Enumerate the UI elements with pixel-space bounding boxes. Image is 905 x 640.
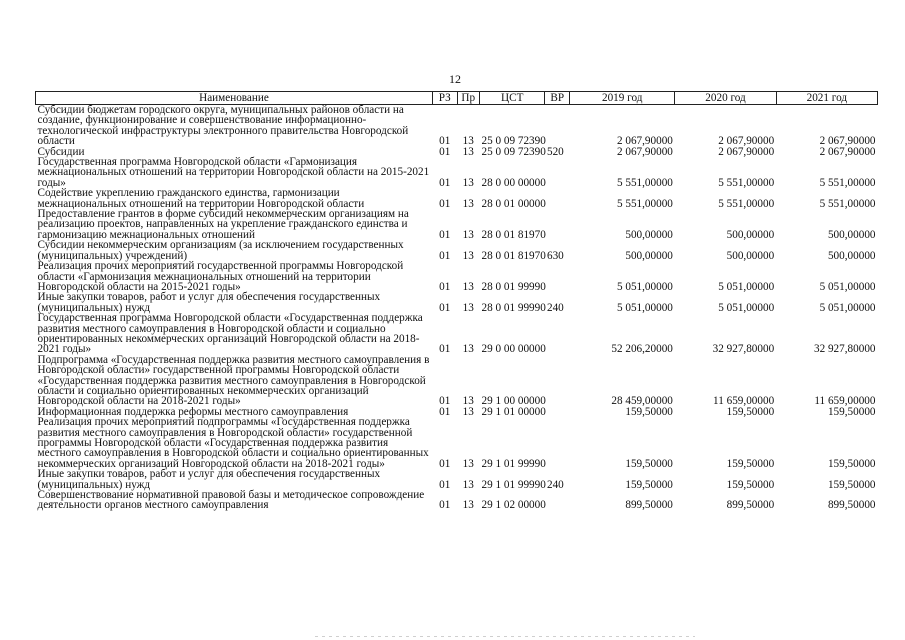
row-2020: 500,00000 bbox=[726, 249, 775, 262]
row-2020: 5 551,00000 bbox=[718, 197, 775, 210]
row-rz: 01 bbox=[439, 457, 451, 470]
row-pr: 13 bbox=[462, 197, 474, 210]
row-name: Реализация прочих мероприятий государственной программы Новгородской области «Гармонизация межнациональных отношений на территории Новгородской области на 2015-2021 годы» bbox=[37, 260, 404, 293]
row-rz: 01 bbox=[439, 301, 451, 314]
row-2019: 159,50000 bbox=[625, 405, 673, 418]
row-2021: 5 051,00000 bbox=[819, 280, 876, 293]
row-2021: 159,50000 bbox=[827, 478, 876, 491]
row-2021: 32 927,80000 bbox=[813, 343, 876, 356]
col-header-rz: РЗ bbox=[432, 92, 457, 105]
row-2020: 2 067,90000 bbox=[718, 145, 775, 158]
row-vr: 240 bbox=[546, 301, 564, 314]
row-name: Государственная программа Новгородской области «Гармонизация межнациональных отношений на территории Новгородской области на 2015-2021 годы» bbox=[37, 156, 430, 189]
row-pr: 13 bbox=[462, 145, 474, 158]
row-2021: 899,50000 bbox=[827, 499, 876, 512]
table-row bbox=[36, 469, 878, 490]
col-header-2021: 2021 год bbox=[776, 92, 877, 105]
row-pr: 13 bbox=[462, 228, 474, 241]
row-pr: 13 bbox=[462, 499, 474, 512]
row-2019: 5 551,00000 bbox=[616, 176, 673, 189]
row-2019: 5 051,00000 bbox=[616, 301, 673, 314]
table-row bbox=[36, 240, 878, 261]
col-header-vr: ВР bbox=[545, 92, 570, 105]
table-body bbox=[36, 105, 878, 511]
row-2021: 2 067,90000 bbox=[819, 145, 876, 158]
row-pr: 13 bbox=[462, 405, 474, 418]
budget-table bbox=[35, 91, 878, 511]
row-name: Информационная поддержка реформы местного самоуправления bbox=[37, 405, 349, 418]
row-2020: 899,50000 bbox=[726, 499, 775, 512]
row-rz: 01 bbox=[439, 478, 451, 491]
page-number: 12 bbox=[449, 72, 461, 86]
row-2020: 159,50000 bbox=[726, 478, 775, 491]
row-2020: 500,00000 bbox=[726, 228, 775, 241]
table-row bbox=[36, 157, 878, 188]
row-2020: 5 051,00000 bbox=[718, 280, 775, 293]
table-row bbox=[36, 292, 878, 313]
row-cst: 29 1 02 00000 bbox=[481, 499, 546, 512]
row-2021: 500,00000 bbox=[827, 249, 876, 262]
row-rz: 01 bbox=[439, 405, 451, 418]
row-2021: 159,50000 bbox=[827, 405, 876, 418]
row-rz: 01 bbox=[439, 176, 451, 189]
row-vr bbox=[545, 157, 570, 188]
row-cst: 29 1 01 99990 bbox=[481, 457, 546, 470]
table-row bbox=[36, 105, 878, 147]
row-cst: 29 1 01 00000 bbox=[481, 405, 546, 418]
row-vr bbox=[545, 261, 570, 292]
row-cst: 28 0 01 99990 bbox=[481, 301, 546, 314]
row-2021: 159,50000 bbox=[827, 457, 876, 470]
table-row bbox=[36, 313, 878, 355]
row-name: Подпрограмма «Государственная поддержка развития местного самоуправления в Новгородской области» государственной программы Новгородской области «Государственная поддержка развития местного самоуправления в Новгородской области и социально ориентированных некоммерческих организаций Новгородской области на 2018-2021 годы» bbox=[37, 353, 430, 408]
row-pr: 13 bbox=[462, 135, 474, 148]
row-vr: 630 bbox=[546, 249, 564, 262]
row-pr: 13 bbox=[462, 395, 474, 408]
row-name: Иные закупки товаров, работ и услуг для обеспечения государственных (муниципальных) нужд bbox=[37, 468, 381, 491]
row-cst: 25 0 09 72390 bbox=[481, 135, 546, 148]
table-row bbox=[36, 209, 878, 240]
row-name: Иные закупки товаров, работ и услуг для обеспечения государственных (муниципальных) нужд bbox=[37, 291, 381, 314]
row-2021: 5 551,00000 bbox=[819, 197, 876, 210]
row-2020: 5 551,00000 bbox=[718, 176, 775, 189]
row-2020: 11 659,00000 bbox=[713, 395, 775, 408]
row-vr bbox=[545, 313, 570, 355]
row-pr: 13 bbox=[462, 280, 474, 293]
row-name: Совершенствование нормативной правовой базы и методическое сопровождение деятельности органов местного самоуправления bbox=[37, 489, 425, 512]
row-2019: 500,00000 bbox=[625, 249, 673, 262]
row-cst: 25 0 09 72390 bbox=[481, 145, 546, 158]
row-name: Предоставление грантов в форме субсидий некоммерческим организациям на реализацию проектов, направленных на укрепление гражданского единства и гармонизацию межнациональных отношений bbox=[37, 208, 409, 241]
col-header-2019: 2019 год bbox=[570, 92, 675, 105]
table-row bbox=[36, 355, 878, 407]
row-cst: 29 0 00 00000 bbox=[481, 343, 546, 356]
table-row bbox=[36, 188, 878, 209]
table-row bbox=[36, 261, 878, 292]
row-name: Субсидии некоммерческим организациям (за исключением государственных (муниципальных) учреждений) bbox=[37, 239, 404, 262]
row-cst: 28 0 01 81970 bbox=[481, 228, 546, 241]
scan-artifact-line bbox=[315, 636, 695, 637]
row-rz: 01 bbox=[439, 395, 451, 408]
row-2020: 5 051,00000 bbox=[718, 301, 775, 314]
row-cst: 29 1 00 00000 bbox=[481, 395, 546, 408]
row-rz: 01 bbox=[439, 499, 451, 512]
table-row bbox=[36, 490, 878, 511]
row-vr bbox=[545, 417, 570, 469]
row-cst: 28 0 00 00000 bbox=[481, 176, 546, 189]
row-2019: 5 051,00000 bbox=[616, 280, 673, 293]
row-pr: 13 bbox=[462, 478, 474, 491]
row-rz: 01 bbox=[439, 145, 451, 158]
row-2021: 2 067,90000 bbox=[819, 135, 876, 148]
row-vr bbox=[545, 105, 570, 147]
row-vr bbox=[545, 188, 570, 209]
row-pr: 13 bbox=[462, 249, 474, 262]
row-2021: 500,00000 bbox=[827, 228, 876, 241]
row-2019: 159,50000 bbox=[625, 457, 673, 470]
row-rz: 01 bbox=[439, 197, 451, 210]
row-pr: 13 bbox=[462, 176, 474, 189]
row-vr bbox=[545, 209, 570, 240]
row-2020: 159,50000 bbox=[726, 457, 775, 470]
row-vr: 520 bbox=[546, 145, 564, 158]
row-cst: 28 0 01 81970 bbox=[481, 249, 546, 262]
col-header-name: Наименование bbox=[36, 92, 433, 105]
row-cst: 28 0 01 99990 bbox=[481, 280, 546, 293]
row-2020: 159,50000 bbox=[726, 405, 775, 418]
row-2019: 5 551,00000 bbox=[616, 197, 673, 210]
row-2019: 52 206,20000 bbox=[611, 343, 673, 356]
row-2021: 5 051,00000 bbox=[819, 301, 876, 314]
row-2021: 11 659,00000 bbox=[814, 395, 876, 408]
row-name: Субсидии бюджетам городского округа, муниципальных районов области на создание, функционирование и совершенствование информационно-технологической инфраструктуры электронного правительства Новгородской области bbox=[37, 104, 409, 148]
row-cst: 28 0 01 00000 bbox=[481, 197, 546, 210]
row-vr bbox=[545, 407, 570, 417]
row-name: Субсидии bbox=[37, 145, 85, 158]
row-rz: 01 bbox=[439, 343, 451, 356]
col-header-cst: ЦСТ bbox=[480, 92, 545, 105]
col-header-pr: Пр bbox=[457, 92, 480, 105]
row-vr bbox=[545, 490, 570, 511]
row-name: Государственная программа Новгородской области «Государственная поддержка развития местного самоуправления в Новгородской области и социально ориентированных некоммерческих организаций Новгородской области на 2018-2021 годы» bbox=[37, 312, 423, 356]
row-2020: 32 927,80000 bbox=[712, 343, 775, 356]
row-2020: 2 067,90000 bbox=[718, 135, 775, 148]
row-vr: 240 bbox=[546, 478, 564, 491]
table-row bbox=[36, 417, 878, 469]
row-2019: 899,50000 bbox=[625, 499, 673, 512]
row-pr: 13 bbox=[462, 301, 474, 314]
row-pr: 13 bbox=[462, 343, 474, 356]
row-2021: 5 551,00000 bbox=[819, 176, 876, 189]
row-2019: 2 067,90000 bbox=[616, 145, 673, 158]
row-2019: 500,00000 bbox=[625, 228, 673, 241]
row-rz: 01 bbox=[439, 280, 451, 293]
row-rz: 01 bbox=[439, 135, 451, 148]
row-vr bbox=[545, 355, 570, 407]
row-2019: 28 459,00000 bbox=[611, 395, 673, 408]
row-rz: 01 bbox=[439, 249, 451, 262]
row-pr: 13 bbox=[462, 457, 474, 470]
row-rz: 01 bbox=[439, 228, 451, 241]
table-header-row bbox=[36, 92, 878, 105]
row-name: Содействие укреплению гражданского единства, гармонизации межнациональных отношений на территории Новгородской области bbox=[37, 187, 365, 210]
row-cst: 29 1 01 99990 bbox=[481, 478, 546, 491]
row-2019: 2 067,90000 bbox=[616, 135, 673, 148]
row-name: Реализация прочих мероприятий подпрограммы «Государственная поддержка развития местного самоуправления в Новгородской области» государственной программы Новгородской области «Государственная поддержка развития местного самоуправления в Новгородской области и социально ориентированных некоммерческих организаций Новгородской области на 2018-2021 годы» bbox=[37, 416, 429, 470]
row-2019: 159,50000 bbox=[625, 478, 673, 491]
col-header-2020: 2020 год bbox=[675, 92, 776, 105]
